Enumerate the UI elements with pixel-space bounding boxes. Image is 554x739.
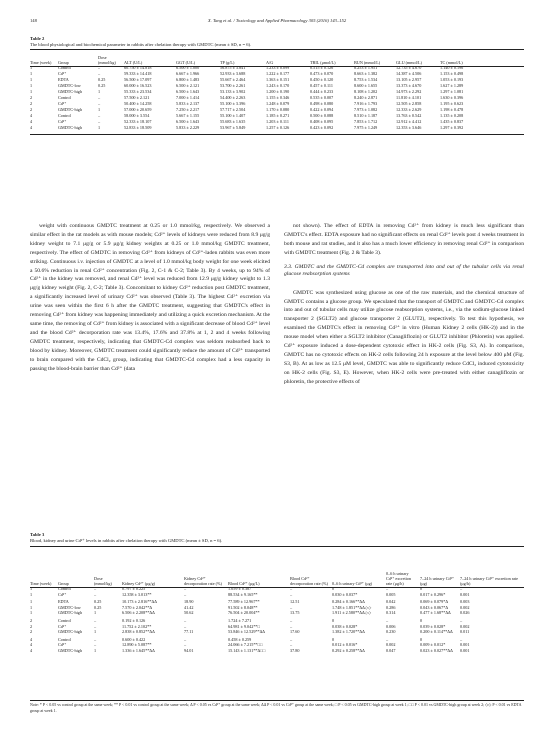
table3-caption (30, 532, 524, 543)
table-cell: 1.135 ± 0.208 (440, 113, 464, 118)
table2 (30, 50, 524, 131)
table-cell: 54.400 ± 2.263 (220, 95, 246, 100)
table-cell: 0.026 (460, 610, 470, 616)
body-right-column (284, 222, 524, 387)
table-cell: 1.059 ± 0.387 (228, 586, 252, 591)
table-cell: 0.192 ± 0.126 (122, 617, 146, 623)
table-cell: 0.039 ± 0.028* (420, 623, 446, 629)
table2-col-header: Time (week) (30, 60, 52, 65)
table-cell: 0.498 ± 0.080 (310, 101, 334, 106)
table3-header-row (30, 548, 524, 586)
table-cell: 18.90 (184, 599, 194, 605)
table-cell: 17.60 (290, 629, 300, 635)
table-cell: 12.51 (290, 599, 300, 605)
table-cell: 0.422 ± 0.094 (310, 107, 334, 112)
table-cell: 0.314 (386, 610, 396, 616)
table-cell: 7.000 ± 1.414 (176, 95, 200, 100)
table-cell: 1 (94, 647, 97, 653)
table-cell: 55.100 ± 1.407 (220, 113, 246, 118)
table-cell: – (290, 636, 293, 642)
table-cell: 0.230 (386, 629, 396, 635)
table-cell: – (460, 636, 463, 642)
table-cell: GMDTC-high (58, 125, 82, 130)
table2-header-rule (30, 66, 524, 67)
table3-col-header: 0–6 h urinary Cd²⁺ (μg) (332, 581, 373, 586)
table2-caption-text: The blood physiological and biochemical parameter in rabbits after chelation therapy with GMDTC (mean ± SD, n = 6). (30, 41, 252, 47)
table-cell: 12.333 ± 2.629 (396, 107, 422, 112)
table-cell: 5.833 ± 2.229 (176, 125, 200, 130)
table-cell: 6.667 ± 1.966 (176, 71, 200, 76)
table-cell: 0.515 ± 0.126 (310, 65, 334, 70)
table-cell: 14.973 ± 2.292 (396, 89, 422, 94)
table-cell: 0.25 (94, 599, 102, 605)
table-cell: 0 (420, 586, 423, 591)
running-header (30, 18, 524, 28)
table-cell: 41.42 (184, 604, 194, 610)
table-cell: 1.155 ± 0.346 (266, 95, 290, 100)
table3-col-header: 7–24 h urinary Cd²⁺ (μg) (420, 576, 455, 586)
table-cell: 1.233 ± 0.099 (266, 65, 290, 70)
table-cell: – (290, 604, 293, 610)
table-cell: – (184, 617, 187, 623)
table-cell: 0.292 ± 0.258**ΔΔ (332, 647, 365, 653)
table-cell: 12.505 ± 2.858 (396, 101, 422, 106)
table-cell: 13.75 (290, 610, 300, 616)
table-cell: 1 (98, 107, 101, 112)
table-cell: 4 (30, 647, 33, 653)
table2-col-header: Group (58, 60, 69, 65)
table-cell: 57.500 ± 2.121 (124, 95, 150, 100)
table-cell: 0.002 (386, 642, 396, 648)
table-cell: Control (58, 113, 71, 118)
table-cell: – (386, 617, 389, 623)
table-cell: – (94, 591, 97, 597)
table-cell: Cd²⁺ (58, 623, 67, 629)
table3-label: Table 3 (30, 532, 45, 537)
table-cell: 12.912 ± 4.412 (396, 119, 422, 124)
table-cell: GMDTC-high (58, 610, 82, 616)
table-cell: – (290, 617, 293, 623)
table-cell: 0.500 ± 0.088 (310, 113, 334, 118)
table3-top-rule (30, 546, 524, 547)
table-cell: 58.000 ± 3.554 (124, 113, 150, 118)
table-cell: 53.967 ± 5.849 (220, 125, 246, 130)
table-cell: 0.286 (386, 604, 396, 610)
table-cell: 0.423 ± 0.092 (310, 125, 334, 130)
table-cell: 12.358 ± 3.013** (122, 591, 152, 597)
table-cell: 5.667 ± 1.155 (176, 113, 200, 118)
table3-col-header: Time (week) (30, 581, 52, 586)
table-cell: 0.005 (386, 591, 396, 597)
table-cell: 1.140 ± 0.196 (440, 65, 464, 70)
table-cell: 13.105 ± 2.957 (396, 77, 422, 82)
table-cell: 1 (98, 125, 101, 130)
table2-col-header: TP (g/L) (220, 60, 235, 65)
table3-col-header: Blood Cd²⁺ (μg/L) (228, 581, 260, 586)
table2-caption (30, 36, 524, 47)
table-cell: 12.890 ± 5.087** (122, 642, 152, 648)
table-cell: 2 (30, 95, 33, 100)
table-cell: GMDTC-low (58, 604, 81, 610)
table-cell: 0.023 ± 0.027**ΔΔ (420, 647, 453, 653)
table-cell: 1.198 ± 0.478 (440, 107, 464, 112)
table-cell: 6.500 ± 2.121 (176, 83, 200, 88)
table-cell: 6.506 ± 2.208**ΔΔ (122, 610, 155, 616)
table-cell: Control (58, 617, 71, 623)
table-cell: Cd²⁺ (58, 101, 67, 106)
table-cell: 37.80 (290, 647, 300, 653)
table2-col-header: TBIL (μmol/L) (310, 60, 336, 65)
table-cell: – (460, 586, 463, 591)
table2-col-header: BUN (mmol/L) (354, 60, 381, 65)
table-cell: 4 (30, 642, 33, 648)
table-cell: 0.600 ± 0.422 (122, 636, 146, 642)
table-cell: – (98, 101, 101, 106)
table-cell: 15.143 ± 1.131**Δ□□ (228, 647, 266, 653)
table-cell: 1 (98, 89, 101, 94)
table-cell: 1.053 ± 0.193 (440, 77, 464, 82)
table-cell: 0.25 (94, 604, 102, 610)
table-cell: 0 (332, 586, 335, 591)
table-row (30, 617, 524, 624)
table-cell: 56.875 ± 3.841 (220, 65, 246, 70)
table-cell: 0.003 (460, 599, 470, 605)
table-cell: 1.248 ± 0.079 (266, 101, 290, 106)
table-cell: 1.170 ± 0.080 (266, 107, 290, 112)
table-cell: 1.200 ± 0.190 (266, 89, 290, 94)
body-paragraph: weight with continuous GMDTC treatment at 0.25 or 1.0 mmol/kg, respectively. We observed a similar effect in the rat models as with mouse models; Cd²⁺ levels of kidneys were reduced from 8.9 μg/g kidney weight to 7.1 μg/g or 5.9 μg/g kidney weights at 0.25 or 1.0 mmol/kg GMDTC treatment, respectively. The effect of GMDTC in removing Cd²⁺ from kidneys of Cd²⁺-laden rabbits was even more striking. Continuous i.v. injection of GMDTC at a level of 1.0 mmol/kg body weight for one week elicited a 50.6% reduction in renal Cd²⁺ concentration (Fig. 2, C-1 & C-2; Table 3). By 4 weeks, up to 94% of Cd²⁺ in the kidney was removed, and renal Cd²⁺ level was reduced from 12.9 μg/g kidney weight to 1.3 μg/g kidney weight (Fig. 2, C-2; Table 3). Concomitant to kidney Cd²⁺ reduction post GMDTC treatment, a significantly increased level of urinary Cd²⁺ was observed (Table 3). The highest Cd²⁺ excretion via urine was seen within the first 6 h after the GMDTC treatment, suggesting that GMDTC's effect in removing Cd²⁺ from kidney was happening immediately and utilizing a quick excretion mechanism. At the same time, the removing of Cd²⁺ from kidney is associated with a significant decrease of blood Cd²⁺ level and the blood Cd²⁺ decorporation rate was 13.4%, 17.6% and 37.8% at 1, 2 and 4 weeks following GMDTC treatment, respectively, indicating that GMDTC-Cd complex was seldom reabsorbed back to blood by kidney. Moreover, GMDTC treatment could significantly reduce the amount of Cd²⁺ transported to brain compared with the CdCl₂ group, indicating that GMDTC-Cd complex had a less capacity in passing the blood-brain barrier than Cd²⁺ (data (30, 223, 270, 372)
table-cell: – (290, 586, 293, 591)
table-cell: 1 (30, 604, 33, 610)
table-cell: EDTA (58, 599, 69, 605)
table3-col-header: Kidney Cd²⁺ (μg/g) (122, 581, 156, 586)
table-cell: 0.047 (386, 647, 396, 653)
table-cell: 0.069 ± 0.079*Δ (420, 599, 449, 605)
table-cell: 0.25 (98, 77, 106, 82)
table-cell: 0.473 ± 0.070 (310, 71, 334, 76)
table-cell: 52.333 ± 18.107 (124, 119, 152, 124)
table-cell: 14.387 ± 4.506 (396, 71, 422, 76)
table-cell: 0.002 (460, 623, 470, 629)
table-cell: 57.717 ± 2.504 (220, 107, 246, 112)
table-cell: 76.504 ± 20.004** (228, 610, 260, 616)
table-cell: 50.62 (184, 610, 194, 616)
table-cell: – (460, 617, 463, 623)
table-cell: 0.450 ± 0.120 (310, 77, 334, 82)
table-cell: 1.382 ± 1.720**ΔΔ (332, 629, 365, 635)
table-cell: 1 (94, 610, 97, 616)
table-cell: – (94, 623, 97, 629)
table-cell: 13.763 ± 0.542 (396, 113, 422, 118)
table-cell: 0.030 ± 0.037* (332, 591, 358, 597)
table-cell: 88.534 ± 9.165** (228, 591, 258, 597)
table-cell: 1.724 ± 7.271 (228, 617, 252, 623)
table-cell: 1 (30, 77, 33, 82)
table-cell: – (98, 71, 101, 76)
table-row (30, 636, 524, 643)
table-cell: – (184, 586, 187, 591)
table3-col-header: 0–6 h urinary Cd²⁺ excretion rate (μg/h) (386, 571, 411, 586)
table-cell: 1 (30, 83, 33, 88)
table-cell: 0 (420, 617, 423, 623)
table-cell: 91.502 ± 8.048** (228, 604, 258, 610)
table-cell: – (98, 119, 101, 124)
table-cell: – (184, 623, 187, 629)
table-cell: Cd²⁺ (58, 642, 67, 648)
table-cell: 0.001 (460, 647, 470, 653)
table3-footnote: Note: * P < 0.05 vs control group at the same week; ** P < 0.01 vs control group at the same week; Δ P < 0.05 vs Cd²⁺ group at the same week; ΔΔ P < 0.01 vs Cd²⁺ group at the same week; □ P < 0.05 vs GMDTC-high group at week 1; □□ P < 0.01 vs GMDTC-high group at week 2; ◇◇ P < 0.01 vs EDTA group at week 1. (30, 702, 522, 713)
table-cell: 4 (30, 636, 33, 642)
table2-label: Table 2 (30, 36, 45, 41)
table-cell: – (184, 636, 187, 642)
table-row (30, 592, 524, 599)
table-cell: EDTA (58, 77, 69, 82)
table-cell: 0.038 ± 0.028* (332, 623, 358, 629)
table-cell: 0.001 (460, 591, 470, 597)
table-cell: 7.916 ± 1.793 (354, 101, 378, 106)
table-cell: – (94, 636, 97, 642)
body-paragraph: GMDTC was synthesized using glucose as one of the raw materials, and the chemical structure of GMDTC contains a glucose group. We speculated that the transport of GMDTC and GMDTC-Cd complex into and out of tubular cells may utilize glucose reabsorption systems, i.e., via the sodium-glucose linked transporter 2 (SGLT2) and glucose transporter 2 (GLUT2), respectively. To test this hypothesis, we examined the GMDTC's effect in removing Cd²⁺ in vitro (Human Kidney 2 cells (HK-2)) and in the mouse model when either a SGLT2 inhibitor (Canagliflozin) or GLUT2 inhibitor (Phloretin) was applied. Cd²⁺ exposure induced a dose-dependent cytotoxic effect in HK-2 cells (Fig. S3, A). In comparison, GMDTC has no cytotoxic effects on HK-2 cells following 24 h exposure at the level below 400 μM (Fig. S3, B). At as low as 12.5 μM level, GMDTC was able to significantly reduce CdCl₂ induced cytotoxicity on HK-2 cells (Fig. S3, E). However, when HK-2 cells were pre-treated with either canagliflozin or phloretin, the protective effects of (284, 289, 524, 385)
table-cell: Control (58, 65, 71, 70)
table-cell: 1 (30, 599, 33, 605)
table2-bottom-rule (30, 134, 524, 135)
table-cell: 11.752 ± 2.102** (122, 623, 152, 629)
table-cell: 8.600 ± 1.655 (354, 83, 378, 88)
table2-header-row (30, 50, 524, 65)
table-cell: – (386, 586, 389, 591)
table-cell: GMDTC-low (58, 83, 81, 88)
table-cell: 55.667 ± 2.464 (220, 77, 246, 82)
table-cell: 1.185 ± 0.271 (266, 113, 290, 118)
table-cell: 8.240 ± 2.871 (354, 95, 378, 100)
table-cell: 2 (30, 617, 33, 623)
table-cell: 56.500 ± 17.097 (124, 77, 152, 82)
table-cell: 52.933 ± 3.688 (220, 71, 246, 76)
table-cell: 8.253 ± 1.951 (354, 65, 378, 70)
table-cell: 0.25 (98, 83, 106, 88)
table-cell: 1.243 ± 0.170 (266, 83, 290, 88)
table3-col-header: 7–24 h urinary Cd²⁺ excretion rate (μg/h) (460, 576, 519, 586)
table-cell: 0.001 (460, 642, 470, 648)
table-cell: – (94, 642, 97, 648)
table3-col-header: Blood Cd²⁺ decorporation rate (%) (290, 576, 328, 586)
table-cell: – (98, 113, 101, 118)
table-cell: – (98, 65, 101, 70)
table-cell: 1.222 ± 0.177 (266, 71, 290, 76)
table-cell: 0 (332, 617, 335, 623)
table3-body (30, 586, 524, 654)
table-cell: 1 (30, 71, 33, 76)
table-cell: 55.333 ± 23.534 (124, 89, 152, 94)
table-cell: 1 (30, 591, 33, 597)
table-cell: 7.975 ± 1.249 (354, 125, 378, 130)
table-cell: 0.457 ± 0.111 (310, 83, 333, 88)
table-cell: 10.173 ± 2.816**ΔΔ (122, 599, 157, 605)
table-cell: 0.797 ± 0.225 (122, 586, 146, 591)
table-cell: 2 (30, 107, 33, 112)
table-cell: 1 (94, 629, 97, 635)
table-cell: 0.009 ± 0.012* (420, 642, 446, 648)
table-cell: 77.11 (184, 629, 194, 635)
table-cell: 0.017 ± 0.296* (420, 591, 446, 597)
table-cell: 0.002 (460, 604, 470, 610)
table-cell: – (290, 642, 293, 648)
table-row (30, 125, 524, 131)
table-cell: 4 (30, 119, 33, 124)
table-cell: Cd²⁺ (58, 591, 67, 597)
table2-body (30, 65, 524, 131)
table-cell: 1.435 ± 0.837 (440, 119, 464, 124)
table-cell: 4 (30, 125, 33, 130)
table-cell: 94.01 (184, 647, 194, 653)
table-cell: 52.833 ± 18.509 (124, 125, 152, 130)
table-cell: 6.500 ± 1.643 (176, 89, 200, 94)
table-cell: GMDTC-high (58, 89, 82, 94)
table-cell: 53.846 ± 12.529**ΔΔ (228, 629, 265, 635)
table3-caption-text: Blood, kidney and urine Cd²⁺ levels in rabbits after chelation therapy with GMDTC (mean ± SD, n = 6). (30, 537, 223, 543)
journal-citation: X. Tang et al. / Toxicology and Applied Pharmacology 305 (2016) 143–152 (207, 18, 347, 23)
table3 (30, 548, 524, 654)
table-cell: 8.108 ± 1.202 (354, 89, 378, 94)
table2-col-header: Dose (mmol/kg) (98, 55, 116, 65)
table-cell: 0.284 ± 0.166**ΔΔ (332, 599, 365, 605)
section-heading: 3.3. GMDTC and the GMDTC-Cd complex are transported into and out of the tubular cells via renal glucose reabsorption systems (284, 263, 524, 278)
table-cell: Control (58, 636, 71, 642)
table-cell: 6.500 ± 1.643 (176, 119, 200, 124)
table-cell: 1 (30, 610, 33, 616)
table-cell: 12.735 ± 4.670 (396, 65, 422, 70)
table-row (30, 598, 524, 605)
table-cell: 0.012 ± 0.016* (332, 642, 358, 648)
table-cell: 8.510 ± 1.187 (354, 113, 378, 118)
table-cell: 57.000 ± 20.659 (124, 107, 152, 112)
table-cell: 1.297 ± 1.081 (440, 89, 464, 94)
table-cell: 2 (30, 623, 33, 629)
table-row (30, 629, 524, 636)
table-cell: 55.683 ± 1.635 (220, 119, 246, 124)
table-cell: 1 (30, 65, 33, 70)
table-cell: 0 (332, 636, 335, 642)
table-cell: – (98, 95, 101, 100)
table-cell: GMDTC-high (58, 107, 82, 112)
table-cell: 0.408 ± 0.095 (310, 119, 334, 124)
table-cell: 1.203 ± 0.111 (266, 119, 289, 124)
table3-bottom-rule (30, 700, 524, 701)
table-cell: 8.663 ± 1.382 (354, 71, 378, 76)
table-cell: 1.630 ± 0.396 (440, 95, 464, 100)
table-cell: 7.853 ± 1.712 (354, 119, 378, 124)
page-number: 148 (30, 18, 37, 23)
table-cell: 1.336 ± 1.645**ΔΔ (122, 647, 155, 653)
table-cell: – (386, 636, 389, 642)
table-cell: 7.973 ± 1.082 (354, 107, 378, 112)
table2-col-header: TC (mmol/L) (440, 60, 463, 65)
table-cell: 8.753 ± 1.534 (354, 77, 378, 82)
table3-col-header: Kidney Cd²⁺ decorporation rate (%) (184, 576, 222, 586)
table-cell: Cd²⁺ (58, 71, 67, 76)
table-cell: GMDTC-high (58, 647, 82, 653)
table-cell: 60.750 ± 14.818 (124, 65, 152, 70)
table-cell: 64.981 ± 9.042**□ (228, 623, 261, 629)
table-cell: Control (58, 95, 71, 100)
table-cell: 1.297 ± 0.392 (440, 125, 464, 130)
table-cell: 1.257 ± 0.126 (266, 125, 290, 130)
table-cell: 1.748 ± 1.851**ΔΔ◇◇ (332, 604, 372, 610)
body-paragraph: not shown). The effect of EDTA in removing Cd²⁺ from kidney is much less significant than GMDTC's effect. EDTA exposure had no significant effects on renal Cd²⁺ levels post 4 weeks treatment in both mouse and rat studies, and it also has a much lower efficiency in removing renal Cd²⁺ in comparison with GMDTC treatment (Fig. 2 & Table 3). (284, 223, 524, 256)
table-cell: 0 (420, 636, 423, 642)
table-cell: 1.911 ± 2.580**ΔΔ◇◇ (332, 610, 372, 616)
table-row (30, 610, 524, 617)
table3-header-rule (30, 587, 524, 588)
table-cell: 59.333 ± 14.418 (124, 71, 152, 76)
table3-col-header: Group (58, 581, 69, 586)
table-cell: 60.000 ± 16.523 (124, 83, 152, 88)
table-cell: 2 (30, 101, 33, 106)
table-cell: 0.006 (386, 623, 396, 629)
table-cell: 0.200 ± 0.114**ΔΔ (420, 629, 453, 635)
table-cell: 1 (30, 586, 33, 591)
table-cell: 7.250 ± 2.217 (176, 107, 200, 112)
body-left-column (30, 222, 270, 373)
table-cell: 13.373 ± 4.670 (396, 83, 422, 88)
table2-col-header: A/G (266, 60, 274, 65)
table-cell: 1.195 ± 0.623 (440, 101, 464, 106)
table-cell: 53.133 ± 3.902 (220, 89, 246, 94)
table-cell: 0.444 ± 0.233 (310, 89, 334, 94)
table-cell: 4 (30, 113, 33, 118)
table-cell: 6.800 ± 1.483 (176, 77, 200, 82)
table-cell: 77.589 ± 12.967** (228, 599, 260, 605)
table-cell: 0.042 (386, 599, 396, 605)
table2-col-header: ALT (U/L) (124, 60, 143, 65)
table-cell: 12.353 ± 3.646 (396, 125, 422, 130)
table-cell: 2.838 ± 0.852**ΔΔ (122, 629, 155, 635)
table-cell: 1.627 ± 1.289 (440, 83, 464, 88)
table-cell: 1 (30, 89, 33, 94)
table2-col-header: GGT (U/L) (176, 60, 196, 65)
table-cell: 0.043 ± 0.067*Δ (420, 604, 449, 610)
table-row (30, 648, 524, 654)
table3-col-header: Dose (mmol/kg) (94, 576, 112, 586)
table-cell: 0.535 ± 0.007 (310, 95, 334, 100)
table-cell: – (184, 591, 187, 597)
table-cell: 5.833 ± 2.137 (176, 101, 200, 106)
table2-col-header: GLU (mmol/L) (396, 60, 422, 65)
table-cell: 1.153 ± 0.498 (440, 71, 464, 76)
table-cell: – (94, 586, 97, 591)
table-cell: 55.100 ± 3.396 (220, 101, 246, 106)
table-cell: 24.066 ± 7.215**□□ (228, 642, 263, 648)
table-cell: – (290, 591, 293, 597)
table-cell: Cd²⁺ (58, 119, 67, 124)
table-cell: 2 (30, 629, 33, 635)
table-cell: Control (58, 586, 71, 591)
table-cell: 0.458 ± 0.259 (228, 636, 252, 642)
table-cell: 53.700 ± 2.261 (220, 83, 246, 88)
table-cell: 1.363 ± 0.151 (266, 77, 290, 82)
table-cell: 0.477 ± 1.68**ΔΔ (420, 610, 451, 616)
table-cell: 50.400 ± 14.258 (124, 101, 152, 106)
table-cell: GMDTC-high (58, 629, 82, 635)
table-cell: 11.810 ± 4.101 (396, 95, 422, 100)
table-cell: – (184, 642, 187, 648)
table-cell: 7.570 ± 2.042**Δ (122, 604, 153, 610)
table-cell: 6.500 ± 1.000 (176, 65, 200, 70)
table-cell: – (290, 623, 293, 629)
table-cell: – (94, 617, 97, 623)
table-cell: 0.011 (460, 629, 470, 635)
